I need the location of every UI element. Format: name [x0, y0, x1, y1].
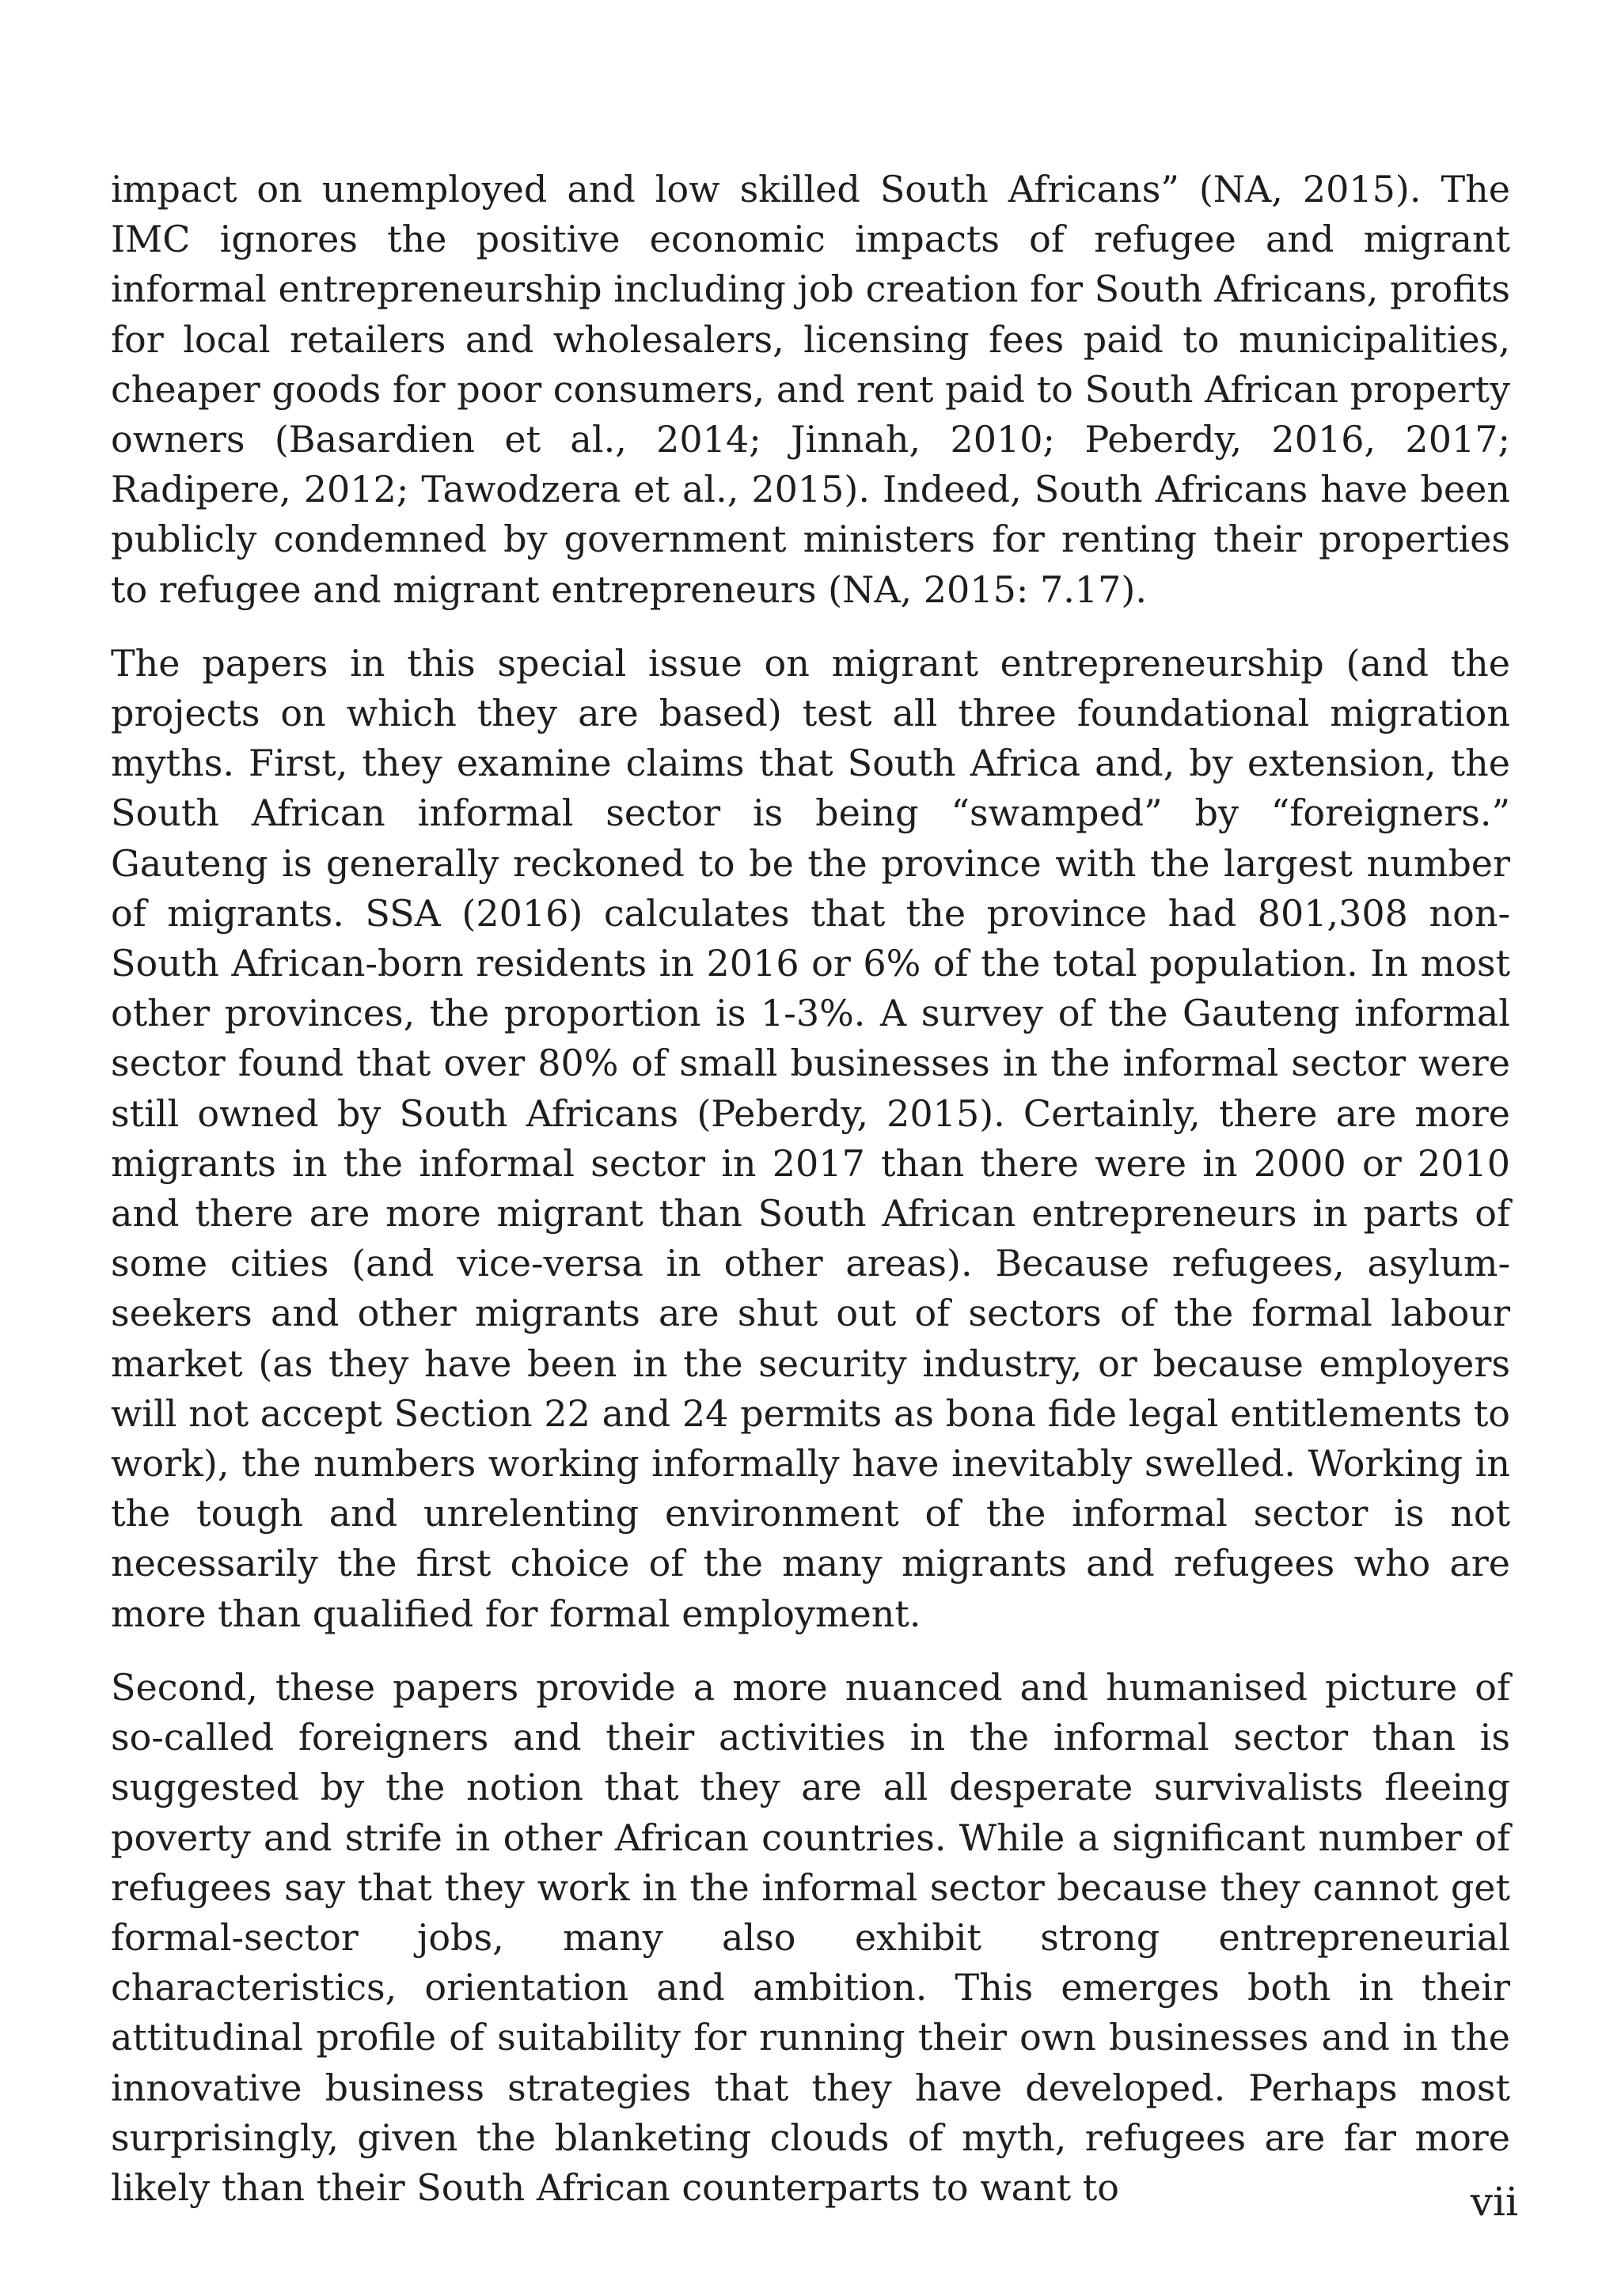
body-text — [111, 165, 1510, 2237]
page-number: vii — [1470, 2179, 1518, 2225]
paragraph-imc-impacts: impact on unemployed and low skilled South Africans” (NA, 2015). The IMC ignores the positive economic impacts of refugee and migrant informal entrepreneurship including job creation for South Africans, profits for local retailers and wholesalers, licensing fees paid to municipalities, cheaper goods for poor consumers, and rent paid to South African property owners (Basardien et al., 2014; Jinnah, 2010; Peberdy, 2016, 2017; Radipere, 2012; Tawodzera et al., 2015). Indeed, South Africans have been publicly condemned by government ministers for renting their properties to refugee and migrant entrepreneurs (NA, 2015: 7.17). — [111, 168, 1510, 611]
paragraph-migration-myths: The papers in this special issue on migrant entrepreneurship (and the projects on which they are based) test all three foundational migration myths. First, they examine claims that South Africa and, by extension, the South African informal sector is being “swamped” by “foreigners.” Gauteng is generally reckoned to be the province with the largest number of migrants. SSA (2016) calculates that the province had 801,308 non-South African-born residents in 2016 or 6% of the total population. In most other provinces, the proportion is 1-3%. A survey of the Gauteng informal sector found that over 80% of small businesses in the informal sector were still owned by South Africans (Peberdy, 2015). Certainly, there are more migrants in the informal sector in 2017 than there were in 2000 or 2010 and there are more migrant than South African entrepreneurs in parts of some cities (and vice-versa in other areas). Because refugees, asylum-seekers and other migrants are shut out of sectors of the formal labour market (as they have been in the security industry, or because employers will not accept Section 22 and 24 permits as bona fide legal entitlements to work), the numbers working informally have inevitably swelled. Working in the tough and unrelenting environment of the informal sector is not necessarily the first choice of the many migrants and refugees who are more than qualified for formal employment. — [111, 641, 1510, 1635]
paragraph-nuanced-picture: Second, these papers provide a more nuanced and humanised picture of so-called foreigners and their activities in the informal sector than is suggested by the notion that they are all desperate survivalists fleeing poverty and strife in other African countries. While a significant number of refugees say that they work in the informal sector because they cannot get formal-sector jobs, many also exhibit strong entrepreneurial characteristics, orientation and ambition. This emerges both in their attitudinal profile of suitability for running their own businesses and in the innovative business strategies that they have developed. Perhaps most surprisingly, given the blanketing clouds of myth, refugees are far more likely than their South African counterparts to want to — [111, 1665, 1510, 2209]
